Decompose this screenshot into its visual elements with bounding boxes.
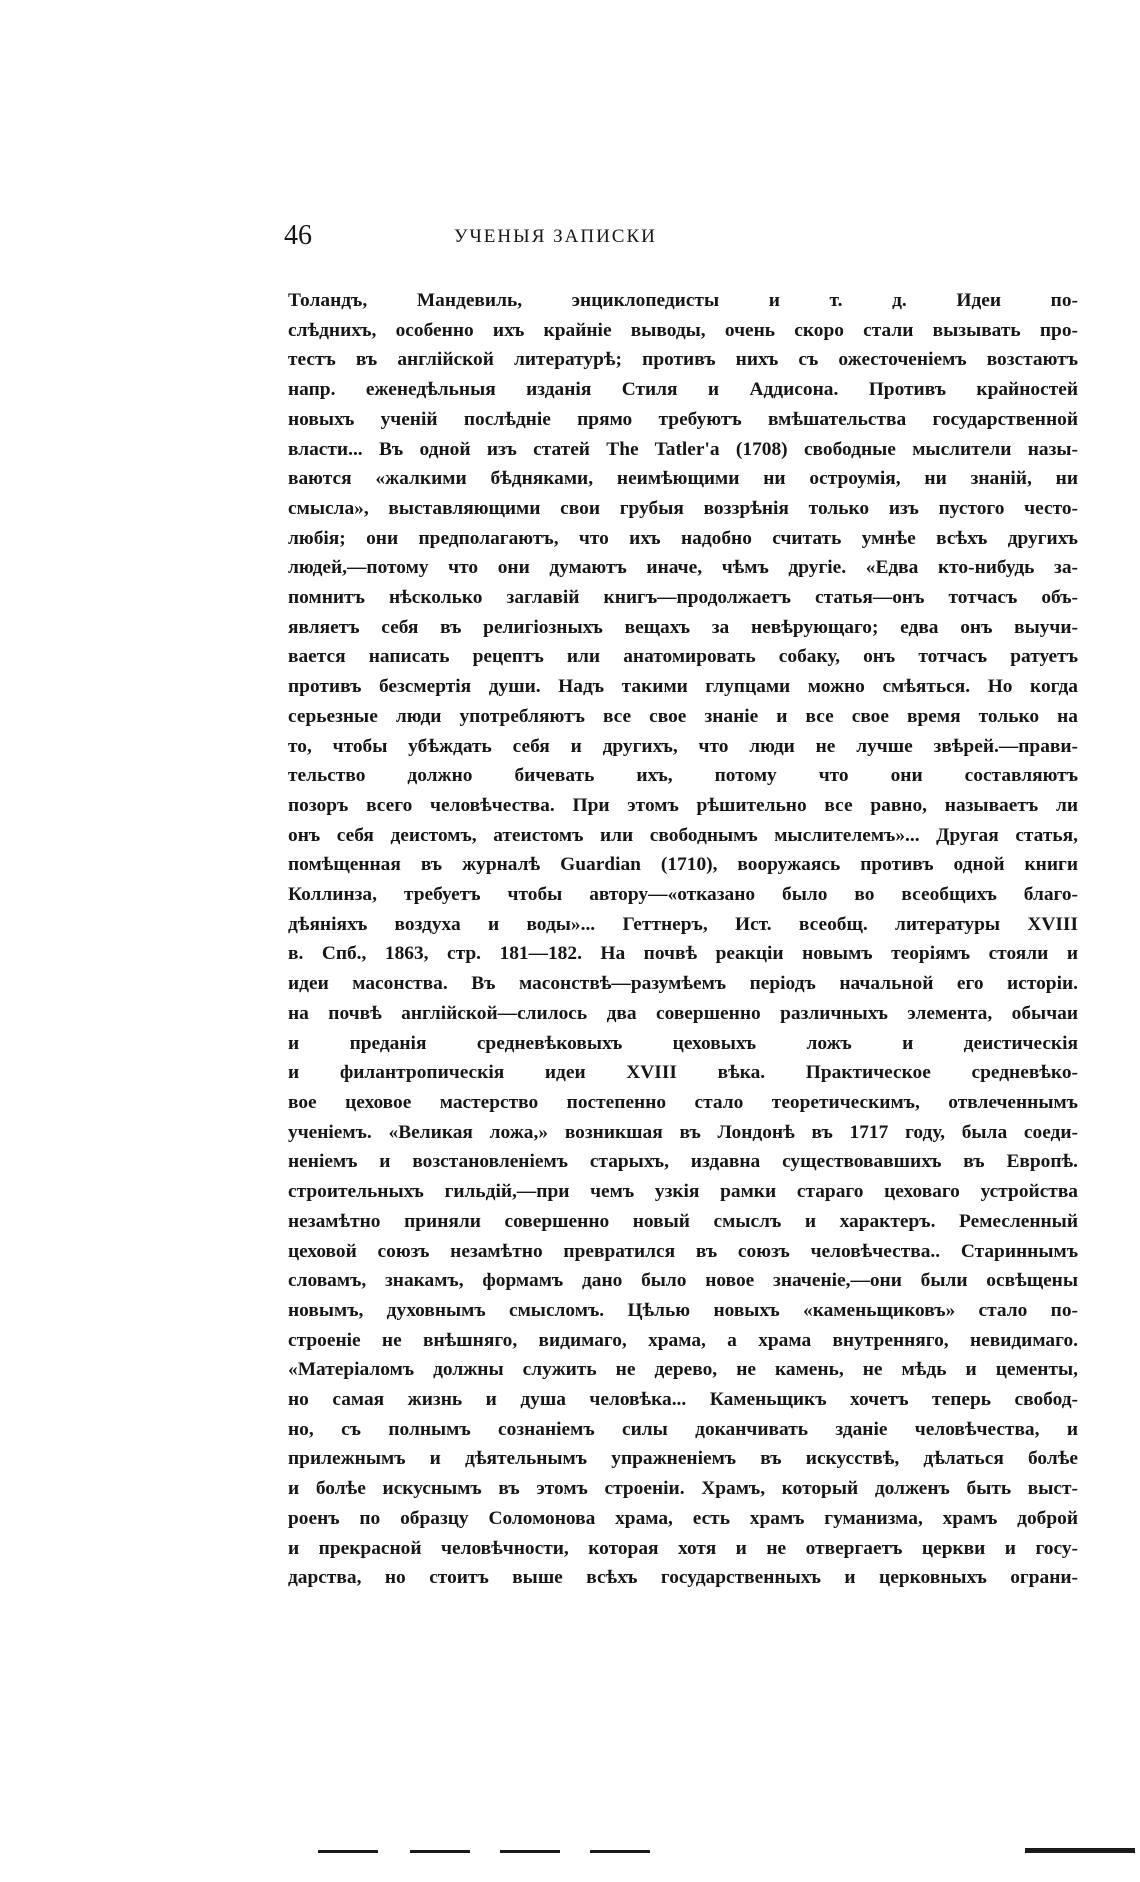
text-line: но, съ полнымъ сознаніемъ силы доканчивать зданіе человѣчества, и xyxy=(288,1418,1078,1440)
text-line: являетъ себя въ религіозныхъ вещахъ за невѣрующаго; едва онъ выучи- xyxy=(288,616,1078,638)
text-line: идеи масонства. Въ масонствѣ—разумѣемъ періодъ начальной его исторіи. xyxy=(288,973,1078,995)
text-line: смысла», выставляющими свои грубыя воззрѣнія только изъ пустого често- xyxy=(288,497,1078,519)
text-line: ваются «жалкими бѣдняками, неимѣющими ни остроумія, ни знаній, ни xyxy=(288,468,1078,490)
text-line: и прекрасной человѣчности, которая хотя и не отвергаетъ церкви и госу- xyxy=(288,1537,1078,1559)
text-line: но самая жизнь и душа человѣка... Каменьщикъ хочетъ теперь свобод- xyxy=(288,1389,1078,1411)
text-line: дарства, но стоитъ выше всѣхъ государственныхъ и церковныхъ ограни- xyxy=(288,1567,1078,1589)
text-line: ученіемъ. «Великая ложа,» возникшая въ Лондонѣ въ 1717 году, была соеди- xyxy=(288,1121,1078,1143)
footer-rule xyxy=(500,1850,560,1853)
text-line: Толандъ, Мандевиль, энциклопедисты и т. д. Идеи по- xyxy=(288,290,1078,311)
text-line: словамъ, знакамъ, формамъ дано было новое значеніе,—они были освѣщены xyxy=(288,1270,1078,1292)
page-number: 46 xyxy=(284,220,312,251)
text-line: вое цеховое мастерство постепенно стало теоретическимъ, отвлеченнымъ xyxy=(288,1091,1078,1113)
text-line: и филантропическія идеи XVIII вѣка. Практическое средневѣко- xyxy=(288,1062,1078,1084)
text-line: любія; они предполагаютъ, что ихъ надобно считать умнѣе всѣхъ другихъ xyxy=(288,527,1078,549)
running-head: УЧЕНЫЯ ЗАПИСКИ xyxy=(454,226,657,247)
text-line: напр. еженедѣльныя изданія Стиля и Аддисона. Противъ крайностей xyxy=(288,379,1078,401)
text-line: противъ безсмертія души. Надъ такими глупцами можно смѣяться. Но когда xyxy=(288,676,1078,698)
footer-rule xyxy=(410,1850,470,1853)
page-header xyxy=(284,220,804,256)
footer-rule xyxy=(318,1850,378,1853)
text-line: позоръ всего человѣчества. При этомъ рѣшительно все равно, называетъ ли xyxy=(288,794,1078,816)
text-line: строеніе не внѣшняго, видимаго, храма, а храма внутренняго, невидимаго. xyxy=(288,1329,1078,1351)
text-line: в. Спб., 1863, стр. 181—182. На почвѣ реакціи новымъ теоріямъ стояли и xyxy=(288,943,1078,965)
text-line: тельство должно бичевать ихъ, потому что они составляютъ xyxy=(288,765,1078,787)
text-line: новыхъ ученій послѣдніе прямо требуютъ вмѣшательства государственной xyxy=(288,408,1078,430)
text-line: власти... Въ одной изъ статей The Tatler'a (1708) свободные мыслители назы- xyxy=(288,438,1078,460)
text-line: неніемъ и возстановленіемъ старыхъ, издавна существовавшихъ въ Европѣ. xyxy=(288,1151,1078,1173)
text-line: онъ себя деистомъ, атеистомъ или свободнымъ мыслителемъ»... Другая статья, xyxy=(288,824,1078,846)
text-line: помѣщенная въ журналѣ Guardian (1710), вооружаясь противъ одной книги xyxy=(288,854,1078,876)
text-line: незамѣтно приняли совершенно новый смыслъ и характеръ. Ремесленный xyxy=(288,1210,1078,1232)
text-line: и преданія средневѣковыхъ цеховыхъ ложъ и деистическія xyxy=(288,1032,1078,1054)
text-line: то, чтобы убѣждать себя и другихъ, что люди не лучше звѣрей.—прави- xyxy=(288,735,1078,757)
text-line: вается написать рецептъ или анатомировать собаку, онъ тотчасъ ратуетъ xyxy=(288,646,1078,668)
text-line: прилежнымъ и дѣятельнымъ упражненіемъ въ искусствѣ, дѣлаться болѣе xyxy=(288,1448,1078,1470)
text-line: тестъ въ англійской литературѣ; противъ нихъ съ ожесточеніемъ возстаютъ xyxy=(288,349,1078,371)
text-line: людей,—потому что они думаютъ иначе, чѣмъ другіе. «Едва кто-нибудь за- xyxy=(288,557,1078,579)
text-line: серьезные люди употребляютъ все свое знаніе и все свое время только на xyxy=(288,705,1078,727)
text-line: Коллинза, требуетъ чтобы автору—«отказано было во всеобщихъ благо- xyxy=(288,884,1078,906)
text-line: строительныхъ гильдій,—при чемъ узкія рамки стараго цеховаго устройства xyxy=(288,1181,1078,1203)
footer-rule xyxy=(1025,1848,1135,1853)
body-text xyxy=(288,286,1078,1593)
text-line: и болѣе искуснымъ въ этомъ строеніи. Храмъ, который долженъ быть выст- xyxy=(288,1478,1078,1500)
text-line: роенъ по образцу Соломонова храма, есть храмъ гуманизма, храмъ доброй xyxy=(288,1507,1078,1529)
text-line: дѣяніяхъ воздуха и воды»... Геттнеръ, Ист. всеобщ. литературы XVIII xyxy=(288,913,1078,935)
text-line: слѣднихъ, особенно ихъ крайніе выводы, очень скоро стали вызывать про- xyxy=(288,319,1078,341)
text-line: цеховой союзъ незамѣтно превратился въ союзъ человѣчества.. Стариннымъ xyxy=(288,1240,1078,1262)
text-line: «Матеріаломъ должны служить не дерево, не камень, не мѣдь и цементы, xyxy=(288,1359,1078,1381)
text-line: на почвѣ англійской—слилось два совершенно различныхъ элемента, обычаи xyxy=(288,1002,1078,1024)
text-line: помнитъ нѣсколько заглавій книгъ—продолжаетъ статья—онъ тотчасъ объ- xyxy=(288,587,1078,609)
footer-rule xyxy=(590,1850,650,1853)
text-line: новымъ, духовнымъ смысломъ. Цѣлью новыхъ «каменьщиковъ» стало по- xyxy=(288,1299,1078,1321)
